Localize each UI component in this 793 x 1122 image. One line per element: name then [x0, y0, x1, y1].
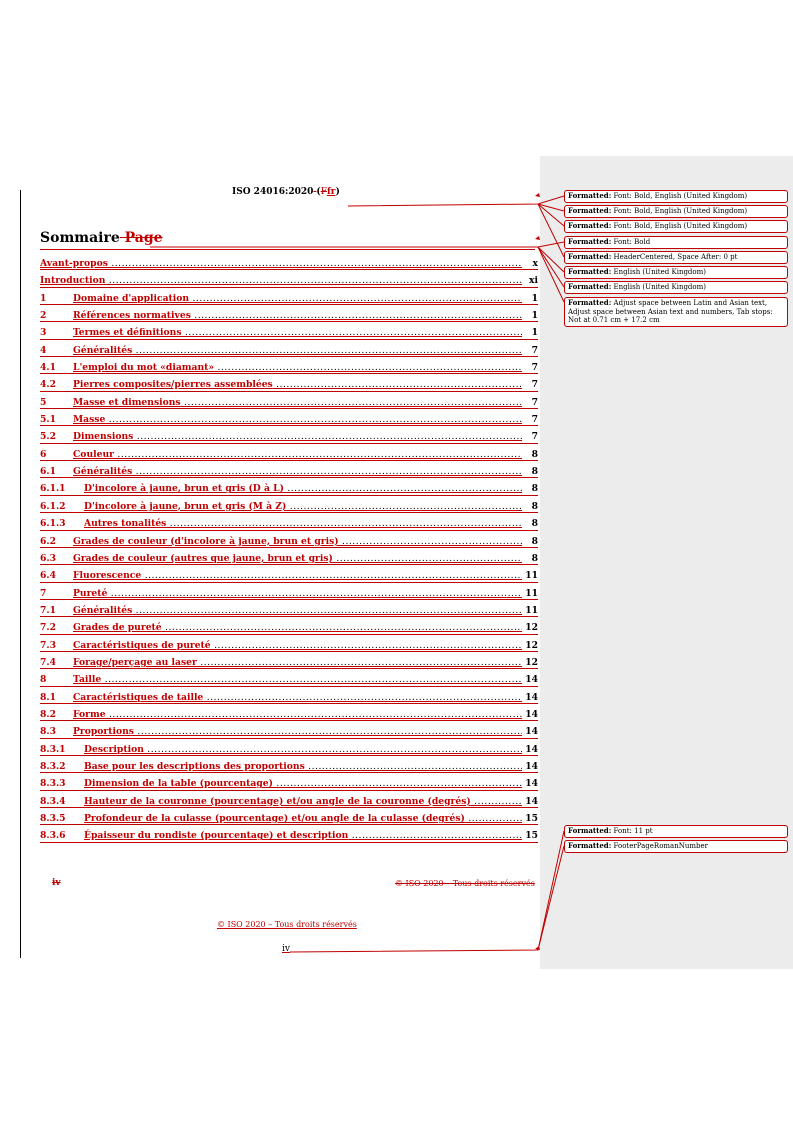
toc-entry[interactable] [40, 428, 538, 445]
toc-entry-underline [40, 738, 538, 739]
toc-entry-page: 7 [531, 362, 538, 374]
toc-entry[interactable] [40, 689, 538, 706]
page-title-text: Sommaire [40, 230, 120, 246]
toc-entry-underline [40, 582, 538, 583]
toc-entry[interactable] [40, 498, 538, 515]
formatting-balloon[interactable] [564, 205, 788, 218]
toc-entry-title[interactable]: Avant-propos ..... [40, 255, 522, 272]
toc-entry-number: 6.4 [40, 570, 56, 582]
toc-entry-title[interactable]: Généralités ..... [73, 602, 522, 619]
toc-entry-page: 1 [531, 327, 538, 339]
toc-entry[interactable] [40, 723, 538, 740]
doc-id: ISO 24016:2020 [232, 187, 314, 197]
balloon-text: Font: Bold, English (United Kingdom) [613, 222, 748, 230]
toc-entry-number: 4.1 [40, 362, 56, 374]
connector-footer [290, 831, 564, 952]
toc-entry[interactable] [40, 827, 538, 844]
toc-entry-page: 8 [531, 535, 538, 547]
toc-entry-number: 6.1.1 [40, 483, 66, 495]
toc-entry-number: 6.3 [40, 552, 56, 564]
toc-entry-title[interactable]: Introduction ..... [40, 272, 522, 289]
toc-entry-page: 8 [531, 466, 538, 478]
toc-entry-page: 8 [531, 448, 538, 460]
toc-entry-page: 7 [531, 379, 538, 391]
toc-entry-title[interactable]: Caractéristiques de taille ..... [73, 689, 522, 706]
toc-entry-number: 8.3.2 [40, 760, 66, 772]
toc-entry-underline [40, 720, 538, 721]
toc-entry[interactable] [40, 290, 538, 307]
toc-entry-page: x [532, 258, 538, 269]
toc-entry[interactable] [40, 463, 538, 480]
toc-entry-number: 7.2 [40, 622, 56, 634]
formatting-balloon[interactable] [564, 297, 788, 327]
footer-deleted-roman: iv [52, 878, 61, 888]
balloon-text: Adjust space between Latin and Asian text, Adjust space between Asian text and numbers, Tab stops: Not at 0.71 cm + 17.2 cm [568, 299, 773, 324]
toc-entry[interactable] [40, 793, 538, 810]
toc-entry[interactable] [40, 255, 538, 272]
toc-entry[interactable] [40, 515, 538, 532]
balloon-text: Font: Bold, English (United Kingdom) [613, 207, 748, 215]
toc-entry-underline [40, 269, 538, 270]
balloon-label: Formatted: [568, 237, 612, 246]
toc-entry-page: 8 [531, 500, 538, 512]
formatting-balloon[interactable] [564, 251, 788, 264]
footer-copyright: © ISO 2020 – Tous droits réservés [217, 920, 357, 929]
connector-title [150, 242, 564, 247]
toc-entry-page: 7 [531, 396, 538, 408]
change-bar [20, 190, 21, 958]
toc-entry-page: 8 [531, 483, 538, 495]
toc-entry-number: 8.2 [40, 708, 56, 720]
balloon-text: Font: Bold, English (United Kingdom) [613, 192, 748, 200]
formatting-balloon[interactable] [564, 281, 788, 294]
toc-entry-title[interactable]: Forage/perçage au laser ..... [73, 654, 522, 671]
formatting-balloon[interactable] [564, 266, 788, 279]
toc-entry-number: 8.1 [40, 691, 56, 703]
toc-entry-number: 5.2 [40, 431, 56, 443]
toc-entry-underline [40, 842, 538, 843]
formatting-balloon[interactable] [564, 190, 788, 203]
balloon-label: Formatted: [568, 826, 612, 835]
toc-entry-page: 14 [525, 674, 538, 686]
toc-entry[interactable] [40, 324, 538, 341]
toc-entry-underline [40, 755, 538, 756]
toc-entry[interactable] [40, 446, 538, 463]
toc-entry-underline [40, 460, 538, 461]
balloon-label: Formatted: [568, 298, 612, 307]
footer-deleted-copyright: © ISO 2020 – Tous droits réservés [395, 879, 535, 888]
toc-entry-page: 14 [525, 726, 538, 738]
toc-entry-page: 14 [525, 778, 538, 790]
toc-entry-page: 8 [531, 552, 538, 564]
toc-entry-number: 8.3.4 [40, 795, 66, 807]
toc-entry-underline [40, 477, 538, 478]
toc-entry-number: 6.1 [40, 466, 56, 478]
toc-entry[interactable] [40, 637, 538, 654]
toc-entry-underline [40, 530, 538, 531]
toc-entry-underline [40, 564, 538, 565]
toc-entry-underline [40, 772, 538, 773]
balloon-label: Formatted: [568, 206, 612, 215]
toc-entry-number: 6.1.2 [40, 500, 66, 512]
toc-entry-page: 7 [531, 414, 538, 426]
toc-entry-number: 8.3.1 [40, 743, 66, 755]
table-of-contents [40, 255, 538, 845]
toc-entry-page: 11 [525, 570, 538, 582]
toc-entry-number: 1 [40, 292, 47, 304]
balloon-label: Formatted: [568, 841, 612, 850]
connector-header [348, 196, 564, 206]
toc-entry-title[interactable]: Dimensions ..... [73, 428, 522, 445]
toc-entry-underline [40, 686, 538, 687]
toc-entry-underline [40, 547, 538, 548]
formatting-balloon[interactable] [564, 236, 788, 249]
page-title-deleted: Page [119, 230, 163, 246]
toc-entry-title[interactable]: Forme ..... [73, 706, 522, 723]
toc-entry[interactable] [40, 810, 538, 827]
toc-entry-title[interactable]: Profondeur de la culasse (pourcentage) et/ou angle de la culasse (degrés) ..... [84, 810, 522, 827]
toc-entry-title[interactable]: Dimension de la table (pourcentage) ..... [84, 775, 522, 792]
toc-entry-title[interactable]: Autres tonalités ..... [84, 515, 522, 532]
toc-entry-number: 7.4 [40, 656, 56, 668]
toc-entry-underline [40, 339, 538, 340]
toc-entry[interactable] [40, 741, 538, 758]
toc-entry-number: 5.1 [40, 414, 56, 426]
toc-entry-title[interactable]: Pierres composites/pierres assemblées ..... [73, 376, 522, 393]
toc-entry-underline [40, 790, 538, 791]
toc-entry[interactable] [40, 394, 538, 411]
balloon-text: Font: Bold [613, 238, 651, 246]
toc-entry-number: 7.3 [40, 639, 56, 651]
toc-entry-underline [40, 495, 538, 496]
toc-entry-title[interactable]: Fluorescence ..... [73, 567, 522, 584]
toc-entry-number: 8.3.3 [40, 778, 66, 790]
title-rule [40, 249, 535, 250]
toc-entry-underline [40, 668, 538, 669]
toc-entry-page: xi [529, 275, 538, 287]
toc-entry-underline [40, 616, 538, 617]
balloon-text: FooterPageRomanNumber [613, 842, 708, 850]
toc-entry-number: 5 [40, 396, 47, 408]
formatting-balloon[interactable] [564, 220, 788, 233]
toc-entry-underline [40, 703, 538, 704]
toc-entry-number: 6.2 [40, 535, 56, 547]
toc-entry-underline [40, 373, 538, 374]
toc-entry-page: 1 [531, 310, 538, 322]
toc-entry-number: 4.2 [40, 379, 56, 391]
toc-entry[interactable] [40, 567, 538, 584]
toc-entry-number: 6 [40, 448, 47, 460]
toc-entry-number: 3 [40, 327, 47, 339]
toc-entry-page: 15 [525, 813, 538, 824]
toc-entry-title[interactable]: Caractéristiques de pureté ..... [73, 637, 522, 654]
toc-entry-underline [40, 599, 538, 600]
toc-entry[interactable] [40, 671, 538, 688]
toc-entry-number: 8.3.6 [40, 830, 66, 842]
close-paren: ) [335, 187, 340, 197]
toc-entry-number: 2 [40, 310, 47, 322]
toc-entry-underline [40, 824, 538, 825]
toc-entry-title[interactable]: Description ..... [84, 741, 522, 758]
toc-entry[interactable] [40, 654, 538, 671]
toc-entry-title[interactable]: Grades de couleur (autres que jaune, brun et gris) ..... [73, 550, 522, 567]
toc-entry-title[interactable]: Références normatives ..... [73, 307, 522, 324]
balloon-label: Formatted: [568, 191, 612, 200]
toc-entry[interactable] [40, 359, 538, 376]
toc-entry-number: 7 [40, 587, 47, 599]
toc-entry-title[interactable]: Termes et définitions ..... [73, 324, 522, 341]
toc-entry-title[interactable]: Base pour les descriptions des proportions ..... [84, 758, 522, 775]
balloon-label: Formatted: [568, 267, 612, 276]
toc-entry-page: 14 [525, 743, 538, 755]
toc-entry[interactable] [40, 706, 538, 723]
toc-entry-underline [40, 356, 538, 357]
toc-entry-title[interactable]: Domaine d'application ..... [73, 290, 522, 307]
toc-entry-underline [40, 443, 538, 444]
toc-entry[interactable] [40, 775, 538, 792]
toc-entry-page: 7 [531, 431, 538, 443]
inserted-lang: fr [326, 187, 336, 197]
toc-entry-title[interactable]: Masse ..... [73, 411, 522, 428]
toc-entry-underline [40, 512, 538, 513]
toc-entry-page: 14 [525, 760, 538, 772]
toc-entry[interactable] [40, 376, 538, 393]
toc-entry-page: 7 [531, 344, 538, 356]
toc-entry[interactable] [40, 411, 538, 428]
toc-entry-page: 8 [531, 518, 538, 530]
toc-entry-number: 4 [40, 344, 47, 356]
toc-entry-title[interactable]: Couleur ..... [73, 446, 522, 463]
toc-entry[interactable] [40, 550, 538, 567]
toc-entry-page: 11 [525, 587, 538, 599]
toc-entry[interactable] [40, 480, 538, 497]
toc-entry-title[interactable]: D'incolore à jaune, brun et gris (M à Z) ..... [84, 498, 522, 515]
toc-entry-number: 8 [40, 674, 47, 686]
toc-entry-page: 14 [525, 691, 538, 703]
toc-entry-title[interactable]: Proportions ..... [73, 723, 522, 740]
toc-entry[interactable] [40, 272, 538, 289]
balloon-text: HeaderCentered, Space After: 0 pt [613, 253, 738, 261]
toc-entry-underline [40, 304, 538, 305]
toc-entry[interactable] [40, 342, 538, 359]
toc-entry-page: 11 [525, 604, 538, 616]
balloon-text: English (United Kingdom) [613, 283, 706, 291]
toc-entry-underline [40, 634, 538, 635]
toc-entry-title[interactable]: Masse et dimensions ..... [73, 394, 522, 411]
formatting-balloon[interactable] [564, 840, 788, 853]
balloon-label: Formatted: [568, 282, 612, 291]
toc-entry-underline [40, 391, 538, 392]
document-header [232, 187, 340, 197]
toc-entry-title[interactable]: Grades de couleur (d'incolore à jaune, brun et gris) ..... [73, 533, 522, 550]
toc-entry-underline [40, 408, 538, 409]
toc-entry-title[interactable]: Généralités ..... [73, 342, 522, 359]
toc-entry-title[interactable]: L'emploi du mot «diamant» ..... [73, 359, 522, 376]
toc-entry-underline [40, 321, 538, 322]
formatting-balloon[interactable] [564, 825, 788, 838]
toc-entry-page: 14 [525, 795, 538, 807]
balloon-text: English (United Kingdom) [613, 268, 706, 276]
toc-entry-title[interactable]: Généralités ..... [73, 463, 522, 480]
toc-entry-underline [40, 651, 538, 652]
toc-entry-title[interactable]: Pureté ..... [73, 585, 522, 602]
toc-entry[interactable] [40, 619, 538, 636]
toc-entry[interactable] [40, 758, 538, 775]
toc-entry-number: 8.3.5 [40, 813, 66, 824]
balloon-label: Formatted: [568, 252, 612, 261]
balloon-text: Font: 11 pt [613, 827, 653, 835]
toc-entry-number: 6.1.3 [40, 518, 66, 530]
toc-entry[interactable] [40, 307, 538, 324]
toc-entry-page: 12 [525, 622, 538, 634]
toc-entry[interactable] [40, 602, 538, 619]
toc-entry[interactable] [40, 533, 538, 550]
toc-entry-number: 7.1 [40, 604, 56, 616]
balloon-label: Formatted: [568, 221, 612, 230]
toc-entry-title[interactable]: Taille ..... [73, 671, 522, 688]
toc-entry[interactable] [40, 585, 538, 602]
footer-page-number: iv [282, 944, 290, 954]
toc-entry-page: 12 [525, 639, 538, 651]
toc-entry-underline [40, 425, 538, 426]
toc-entry-number: 8.3 [40, 726, 56, 738]
toc-entry-title[interactable]: Épaisseur du rondiste (pourcentage) et description ..... [84, 827, 522, 844]
toc-entry-underline [40, 287, 538, 288]
toc-entry-page: 12 [525, 656, 538, 668]
toc-entry-page: 14 [525, 708, 538, 720]
toc-entry-page: 1 [531, 292, 538, 304]
deleted-dash: - [313, 187, 317, 197]
toc-entry-page: 15 [525, 830, 538, 842]
toc-entry-title[interactable]: Hauteur de la couronne (pourcentage) et/ou angle de la couronne (degrés) ..... [84, 793, 522, 810]
toc-entry-underline [40, 807, 538, 808]
toc-entry-title[interactable]: Grades de pureté ..... [73, 619, 522, 636]
page-title [40, 230, 163, 246]
deleted-lang: F [320, 187, 327, 197]
toc-entry-title[interactable]: D'incolore à jaune, brun et gris (D à L) ..... [84, 480, 522, 497]
open-paren: ( [316, 187, 321, 197]
